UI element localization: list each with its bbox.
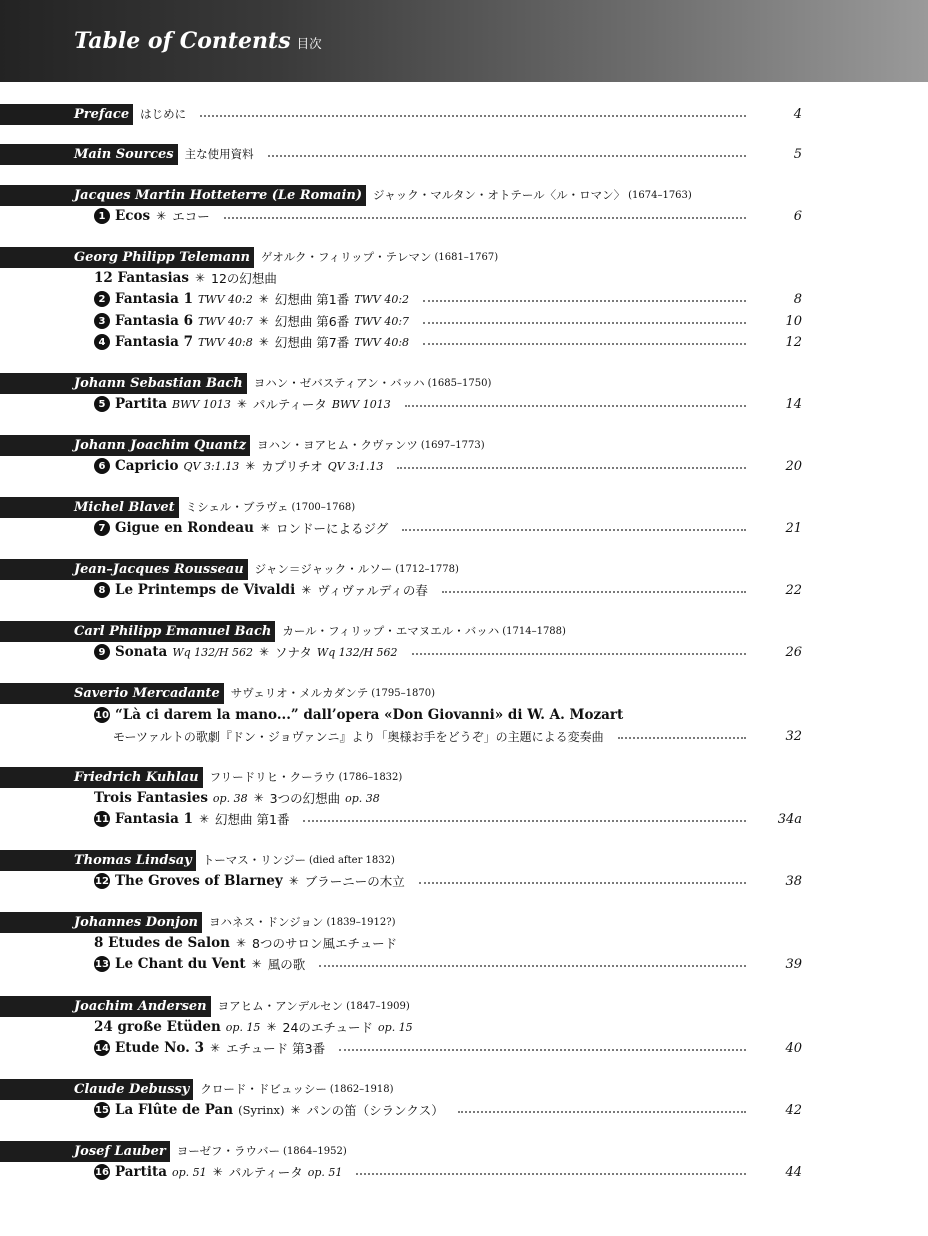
dot-leader [397, 467, 746, 469]
composer-name: Johannes Donjon [0, 912, 202, 933]
asterisk-icon: ✳ [251, 957, 262, 971]
composer-dates: (1674–1763) [628, 189, 692, 201]
dot-leader [458, 1111, 746, 1113]
composer-mercadante [0, 682, 928, 704]
composer-dates: (1685–1750) [427, 377, 492, 389]
set-title-jp: 24のエチュード [282, 1020, 374, 1035]
section-label-jp: はじめに [140, 107, 187, 121]
work-entry-14[interactable] [94, 1038, 928, 1058]
composer-dates: (1862–1918) [329, 1083, 394, 1095]
work-title-jp: 幻想曲 第6番 [274, 314, 350, 329]
work-title-jp: 幻想曲 第1番 [215, 812, 290, 827]
page-number: 14 [785, 396, 802, 412]
page-number: 38 [785, 873, 802, 889]
work-entry-6[interactable] [94, 456, 928, 476]
page-number: 22 [785, 582, 802, 598]
work-number-badge: 4 [94, 334, 110, 350]
work-title: Fantasia 7 [115, 334, 193, 350]
dot-leader [618, 737, 746, 739]
composer-debussy [0, 1078, 928, 1100]
page-number: 20 [785, 458, 802, 474]
page-number: 40 [785, 1040, 802, 1056]
composer-name-jp: ミシェル・ブラヴェ [185, 500, 289, 514]
work-number-badge: 15 [94, 1102, 110, 1118]
composer-cpe-bach [0, 620, 928, 642]
composer-name-jp: カール・フィリップ・エマヌエル・バッハ [282, 624, 500, 638]
section-label: Preface [0, 104, 133, 125]
composer-dates: (1700–1768) [291, 501, 356, 513]
asterisk-icon: ✳ [288, 874, 299, 888]
composer-dates: (1847–1909) [346, 1000, 410, 1012]
asterisk-icon: ✳ [301, 583, 312, 597]
page-number: 34a [777, 811, 802, 827]
work-title: Fantasia 6 [115, 313, 193, 329]
set-title: 12 Fantasias [94, 270, 189, 286]
work-number-badge: 11 [94, 811, 110, 827]
asterisk-icon: ✳ [235, 936, 246, 950]
dot-leader [442, 591, 746, 593]
composer-dates: (died after 1832) [308, 854, 395, 866]
asterisk-icon: ✳ [259, 521, 270, 535]
work-entry-1[interactable] [94, 206, 928, 226]
composer-kuhlau [0, 766, 928, 788]
asterisk-icon: ✳ [258, 292, 269, 306]
work-entry-5[interactable] [94, 394, 928, 414]
work-number-badge: 1 [94, 208, 110, 224]
page-number: 12 [785, 334, 802, 350]
catalog-number: op. 51 [172, 1165, 207, 1179]
composer-name: Carl Philipp Emanuel Bach [0, 621, 275, 642]
work-title: Sonata [115, 644, 168, 660]
work-entry-13[interactable] [94, 954, 928, 974]
catalog-number: Wq 132/H 562 [172, 645, 253, 659]
work-title-jp: 風の歌 [267, 957, 306, 972]
catalog-number-jp: BWV 1013 [331, 397, 391, 411]
work-set-heading [94, 1017, 928, 1037]
composer-name: Jacques Martin Hotteterre (Le Romain) [0, 185, 366, 206]
work-subtitle: (Syrinx) [238, 1103, 285, 1117]
catalog-number-jp: QV 3:1.13 [327, 459, 384, 473]
dot-leader [405, 405, 746, 407]
catalog-number: BWV 1013 [172, 397, 231, 411]
composer-name-jp: ジャック・マルタン・オトテール〈ル・ロマン〉 [373, 188, 626, 202]
page-number: 6 [793, 208, 802, 224]
composer-name: Thomas Lindsay [0, 850, 196, 871]
set-title-jp: 12の幻想曲 [211, 271, 277, 286]
work-title-jp: パルティータ [228, 1165, 303, 1180]
work-title-jp: モーツァルトの歌劇『ドン・ジョヴァンニ』より「奥様お手をどうぞ」の主題による変奏曲 [113, 729, 604, 744]
work-title: Partita [115, 396, 167, 412]
title-jp: 目次 [296, 36, 322, 51]
page-number: 26 [785, 644, 802, 660]
work-title-jp: ヴィヴァルディの春 [317, 583, 428, 598]
composer-name-jp: ジャン＝ジャック・ルソー [254, 562, 393, 576]
page-number: 21 [785, 520, 802, 536]
dot-leader [423, 300, 746, 302]
dot-leader [339, 1049, 746, 1051]
composer-blavet [0, 496, 928, 518]
page-number: 4 [793, 106, 802, 122]
page-number: 5 [793, 146, 802, 162]
composer-name-jp: ヨハネス・ドンジョン [208, 915, 324, 929]
dot-leader [356, 1173, 746, 1175]
catalog-number: op. 38 [212, 791, 248, 805]
catalog-number: TWV 40:8 [197, 335, 253, 349]
composer-name: Michel Blavet [0, 497, 179, 518]
dot-leader [402, 529, 746, 531]
work-number-badge: 12 [94, 873, 110, 889]
catalog-number: TWV 40:2 [197, 292, 253, 306]
work-number-badge: 6 [94, 458, 110, 474]
work-title: Ecos [115, 208, 151, 224]
page-number: 39 [785, 956, 802, 972]
work-title: Etude No. 3 [115, 1040, 204, 1056]
composer-name: Johann Joachim Quantz [0, 435, 250, 456]
set-title: 8 Etudes de Salon [94, 935, 230, 951]
catalog-number-jp: op. 38 [345, 791, 380, 805]
composer-name: Saverio Mercadante [0, 683, 224, 704]
work-title-jp: ロンドーによるジグ [276, 521, 389, 536]
catalog-number-jp: TWV 40:7 [354, 314, 410, 328]
work-set-heading [94, 268, 928, 288]
composer-name: Claude Debussy [0, 1079, 193, 1100]
work-entry-12[interactable] [94, 871, 928, 891]
composer-dates: (1839–1912?) [326, 916, 396, 928]
composer-name: Joachim Andersen [0, 996, 211, 1017]
work-number-badge: 3 [94, 313, 110, 329]
work-entry-2[interactable] [94, 289, 928, 309]
composer-name: Friedrich Kuhlau [0, 767, 203, 788]
asterisk-icon: ✳ [290, 1103, 301, 1117]
page-number: 10 [785, 313, 802, 329]
work-number-badge: 10 [94, 707, 110, 723]
work-title-jp: 幻想曲 第7番 [274, 335, 350, 350]
composer-name: Jean–Jacques Rousseau [0, 559, 248, 580]
composer-name: Johann Sebastian Bach [0, 373, 247, 394]
work-title-jp: エコー [172, 209, 210, 224]
dot-leader [319, 965, 746, 967]
page-header [0, 0, 928, 82]
work-title: The Groves of Blarney [115, 873, 283, 889]
work-title-jp: 幻想曲 第1番 [274, 292, 350, 307]
work-entry-9[interactable] [94, 642, 928, 662]
asterisk-icon: ✳ [209, 1041, 221, 1055]
catalog-number: op. 15 [225, 1020, 261, 1034]
dot-leader [419, 882, 746, 884]
composer-dates: (1795–1870) [371, 687, 435, 699]
asterisk-icon: ✳ [266, 1020, 277, 1034]
dot-leader [423, 343, 746, 345]
work-set-heading [94, 788, 928, 808]
work-entry-10[interactable] [94, 705, 928, 725]
work-entry-15[interactable] [94, 1100, 928, 1120]
asterisk-icon: ✳ [156, 209, 167, 223]
work-title: Le Printemps de Vivaldi [115, 582, 296, 598]
dot-leader [412, 653, 746, 655]
composer-dates: (1697–1773) [420, 439, 485, 451]
asterisk-icon: ✳ [194, 271, 206, 285]
composer-name: Josef Lauber [0, 1141, 170, 1162]
work-title-jp: パンの笛（シランクス） [306, 1103, 444, 1118]
composer-dates: (1681–1767) [434, 251, 499, 263]
composer-dates: (1712–1778) [395, 563, 459, 575]
catalog-number-jp: op. 51 [307, 1165, 343, 1179]
work-title: Capricio [115, 458, 179, 474]
page-title [74, 28, 322, 54]
composer-name: Georg Philipp Telemann [0, 247, 254, 268]
dot-leader [268, 155, 746, 157]
page-number: 32 [785, 728, 802, 744]
asterisk-icon: ✳ [258, 335, 269, 349]
work-number-badge: 14 [94, 1040, 110, 1056]
catalog-number-jp: TWV 40:8 [354, 335, 410, 349]
composer-donjon [0, 911, 928, 933]
composer-quantz [0, 434, 928, 456]
work-title: Fantasia 1 [115, 291, 193, 307]
asterisk-icon: ✳ [245, 459, 256, 473]
asterisk-icon: ✳ [253, 791, 264, 805]
work-title: La Flûte de Pan [115, 1102, 234, 1118]
composer-name-jp: フリードリヒ・クーラウ [209, 770, 336, 784]
composer-lauber [0, 1140, 928, 1162]
composer-lindsay [0, 849, 928, 871]
work-entry-7[interactable] [94, 518, 928, 538]
section-label: Main Sources [0, 144, 178, 165]
composer-name-jp: サヴェリオ・メルカダンテ [230, 686, 369, 700]
composer-dates: (1864–1952) [283, 1145, 347, 1157]
set-title-jp: 8つのサロン風エチュード [252, 936, 398, 951]
asterisk-icon: ✳ [258, 645, 270, 659]
composer-name-jp: トーマス・リンジー [202, 853, 306, 867]
composer-name-jp: クロード・ドビュッシー [200, 1082, 327, 1096]
work-number-badge: 9 [94, 644, 110, 660]
work-entry-3[interactable] [94, 311, 928, 331]
work-title-jp: ソナタ [275, 645, 312, 660]
work-entry-8[interactable] [94, 580, 928, 600]
page-number: 42 [785, 1102, 802, 1118]
catalog-number: TWV 40:7 [197, 314, 253, 328]
main-sources-entry[interactable] [0, 143, 928, 165]
dot-leader [224, 217, 746, 219]
work-entry-11[interactable] [94, 809, 928, 829]
composer-andersen [0, 995, 928, 1017]
work-entry-10-jp[interactable] [94, 726, 928, 746]
composer-name-jp: ヨハン・ゼバスティアン・バッハ [253, 376, 425, 390]
composer-bach [0, 372, 928, 394]
work-number-badge: 7 [94, 520, 110, 536]
work-title-jp: パルティータ [252, 397, 327, 412]
composer-dates: (1714–1788) [502, 625, 566, 637]
preface-entry[interactable] [0, 103, 928, 125]
work-number-badge: 5 [94, 396, 110, 412]
work-entry-16[interactable] [94, 1162, 928, 1182]
set-title: Trois Fantasies [94, 790, 208, 806]
catalog-number-jp: Wq 132/H 562 [316, 645, 398, 659]
catalog-number-jp: op. 15 [378, 1020, 413, 1034]
dot-leader [200, 115, 746, 117]
work-title: Partita [115, 1164, 167, 1180]
asterisk-icon: ✳ [198, 812, 210, 826]
composer-hotteterre [0, 184, 928, 206]
dot-leader [423, 322, 746, 324]
work-number-badge: 8 [94, 582, 110, 598]
title-en: Table of Contents [74, 28, 291, 54]
asterisk-icon: ✳ [258, 314, 269, 328]
asterisk-icon: ✳ [236, 397, 247, 411]
work-number-badge: 2 [94, 291, 110, 307]
work-entry-4[interactable] [94, 332, 928, 352]
asterisk-icon: ✳ [212, 1165, 223, 1179]
composer-name-jp: ゲオルク・フィリップ・テレマン [261, 250, 432, 264]
work-title: Fantasia 1 [115, 811, 193, 827]
catalog-number: QV 3:1.13 [183, 459, 240, 473]
section-label-jp: 主な使用資料 [184, 147, 254, 161]
set-title: 24 große Etüden [94, 1019, 221, 1035]
work-title-jp: ブラーニーの木立 [304, 874, 405, 889]
set-title-jp: 3つの幻想曲 [269, 791, 341, 806]
work-title: Le Chant du Vent [115, 956, 246, 972]
work-number-badge: 13 [94, 956, 110, 972]
work-title-jp: エチュード 第3番 [226, 1041, 326, 1056]
work-title-jp: カプリチオ [261, 459, 323, 474]
work-set-heading [94, 933, 928, 953]
composer-telemann [0, 246, 928, 268]
page-number: 44 [785, 1164, 802, 1180]
page-number: 8 [793, 291, 802, 307]
catalog-number-jp: TWV 40:2 [354, 292, 410, 306]
composer-name-jp: ヨーゼフ・ラウバー [176, 1144, 281, 1158]
work-number-badge: 16 [94, 1164, 110, 1180]
dot-leader [303, 820, 746, 822]
work-title: Gigue en Rondeau [115, 520, 254, 536]
composer-name-jp: ヨハン・ヨアヒム・クヴァンツ [257, 438, 418, 452]
composer-rousseau [0, 558, 928, 580]
composer-name-jp: ヨアヒム・アンデルセン [217, 999, 344, 1013]
work-title: “Là ci darem la mano...” dall’opera «Don Giovanni» di W. A. Mozart [115, 707, 624, 723]
composer-dates: (1786–1832) [338, 771, 403, 783]
